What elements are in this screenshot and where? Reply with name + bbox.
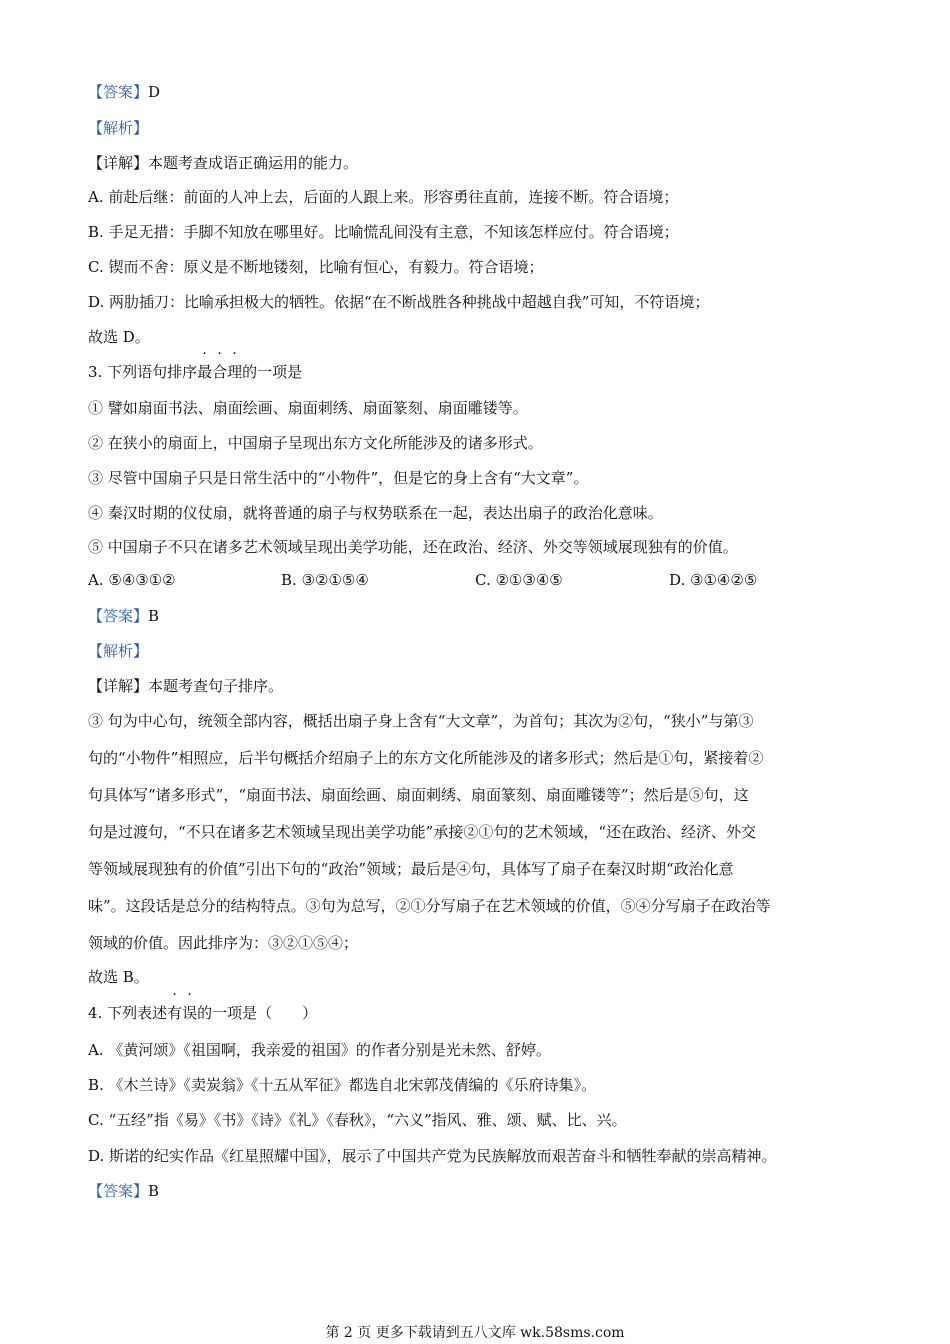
- q2-analysis-tag: 【解析】: [88, 119, 149, 137]
- q4-option-d: D. 斯诺的纪实作品《红星照耀中国》，展示了中国共产党为民族解放而艰苦奋斗和牺牲奉献的崇高精神。: [88, 1147, 777, 1165]
- answer-tag: 【答案】: [88, 607, 149, 625]
- q3-sentence-2: ② 在狭小的扇面上，中国扇子呈现出东方文化所能涉及的诸多形式。: [88, 434, 543, 452]
- q2-detail-line: [88, 153, 358, 173]
- detail-intro: 本题考查成语正确运用的能力。: [148, 154, 359, 172]
- explanation-line: 句具体写“诸多形式”，“扇面书法、扇面绘画、扇面刺绣、扇面篆刻、扇面雕镂等”；然后是⑤句，这: [88, 786, 749, 804]
- q3-option-b: B. ③②①⑤④: [281, 571, 369, 589]
- answer-value: D: [148, 83, 161, 101]
- q2-answer-line: [88, 82, 160, 102]
- q4-option-c: C. “五经”指《易》《书》《诗》《礼》《春秋》，“六义”指风、雅、颂、赋、比、兴。: [88, 1111, 627, 1129]
- q3-sentence-5: ⑤ 中国扇子不只在诸多艺术领域呈现出美学功能，还在政治、经济、外交等领域展现独有的价值。: [88, 538, 738, 556]
- q4-option-b: B. 《木兰诗》《卖炭翁》《十五从军征》都选自北宋郭茂倩编的《乐府诗集》。: [88, 1076, 597, 1094]
- detail-tag: 【详解】: [88, 677, 149, 695]
- page-footer: 第 2 页 更多下载请到五八文库 wk.58sms.com: [325, 1325, 625, 1341]
- answer-tag: 【答案】: [88, 83, 149, 101]
- q3-stem-suffix: 的一项是: [242, 363, 303, 381]
- explanation-line: 等领域展现独有的价值”引出下句的“政治”领域；最后是④句，具体写了扇子在秦汉时期“政治化意: [88, 860, 734, 878]
- q3-options: [88, 570, 868, 590]
- q4-stem-suffix: 的一项是（ ）: [197, 1004, 318, 1022]
- q3-analysis-tag: 【解析】: [88, 642, 149, 660]
- emphasis-char: 最: [197, 363, 213, 381]
- q4-option-a: A. 《黄河颂》《祖国啊，我亲爱的祖国》的作者分别是光未然、舒婷。: [88, 1041, 551, 1059]
- q3-option-d: D. ③①④②⑤: [669, 571, 758, 589]
- q2-option-a-explanation: A. 前赴后继：前面的人冲上去，后面的人跟上来。形容勇往直前，连接不断。符合语境；: [88, 188, 679, 206]
- emphasis-char: 理: [227, 363, 243, 381]
- answer-tag: 【答案】: [88, 1182, 149, 1200]
- answer-value: B: [148, 1182, 160, 1200]
- detail-intro: 本题考查句子排序。: [148, 677, 284, 695]
- q3-sentence-3: ③ 尽管中国扇子只是日常生活中的“小物件”，但是它的身上含有“大文章”。: [88, 469, 589, 487]
- q3-option-c: C. ②①③④⑤: [475, 571, 563, 589]
- q3-explanation: [88, 703, 860, 962]
- emphasis-char: 有: [167, 1004, 183, 1022]
- q2-option-b-explanation: B. 手足无措：手脚不知放在哪里好。比喻慌乱间没有主意，不知该怎样应付。符合语境；: [88, 223, 679, 241]
- q3-option-a: A. ⑤④③①②: [88, 571, 176, 589]
- q4-answer-line: [88, 1181, 159, 1201]
- answer-value: B: [148, 607, 160, 625]
- q2-option-d-explanation: D. 两肋插刀：比喻承担极大的牺牲。依据“在不断战胜各种挑战中超越自我”可知，不符语境；: [88, 293, 710, 311]
- detail-tag: 【详解】: [88, 154, 149, 172]
- q3-sentence-4: ④ 秦汉时期的仪仗扇，就将普通的扇子与权势联系在一起，表达出扇子的政治化意味。: [88, 504, 663, 522]
- q2-conclusion: 故选 D。: [88, 328, 150, 346]
- q3-sentence-1: ① 譬如扇面书法、扇面绘画、扇面刺绣、扇面篆刻、扇面雕镂等。: [88, 399, 528, 417]
- explanation-line: 句是过渡句，“不只在诸多艺术领域呈现出美学功能”承接②①句的艺术领域，“还在政治、经济、外交: [88, 823, 757, 841]
- q3-detail-line: [88, 676, 283, 696]
- q3-stem-prefix: 3. 下列语句排序: [88, 363, 198, 381]
- explanation-line: 句的“小物件”相照应，后半句概括介绍扇子上的东方文化所能涉及的诸多形式；然后是①句，紧接着②: [88, 749, 764, 767]
- q4-stem-prefix: 4. 下列表述: [88, 1004, 168, 1022]
- emphasis-char: 误: [182, 1004, 198, 1022]
- emphasis-char: 合: [212, 363, 228, 381]
- explanation-line: 领域的价值。因此排序为：③②①⑤④；: [88, 934, 359, 952]
- q4-stem: [88, 1003, 317, 1023]
- explanation-line: ③ 句为中心句，统领全部内容，概括出扇子身上含有“大文章”，为首句；其次为②句，“狭小”与第③: [88, 712, 754, 730]
- explanation-line: 味”。这段话是总分的结构特点。③句为总写，②①分写扇子在艺术领域的价值，⑤④分写扇子在政治等: [88, 897, 771, 915]
- q3-conclusion: 故选 B。: [88, 968, 149, 986]
- q2-option-c-explanation: C. 锲而不舍：原义是不断地镂刻，比喻有恒心，有毅力。符合语境；: [88, 258, 544, 276]
- q3-stem: [88, 362, 302, 382]
- q3-answer-line: [88, 606, 159, 626]
